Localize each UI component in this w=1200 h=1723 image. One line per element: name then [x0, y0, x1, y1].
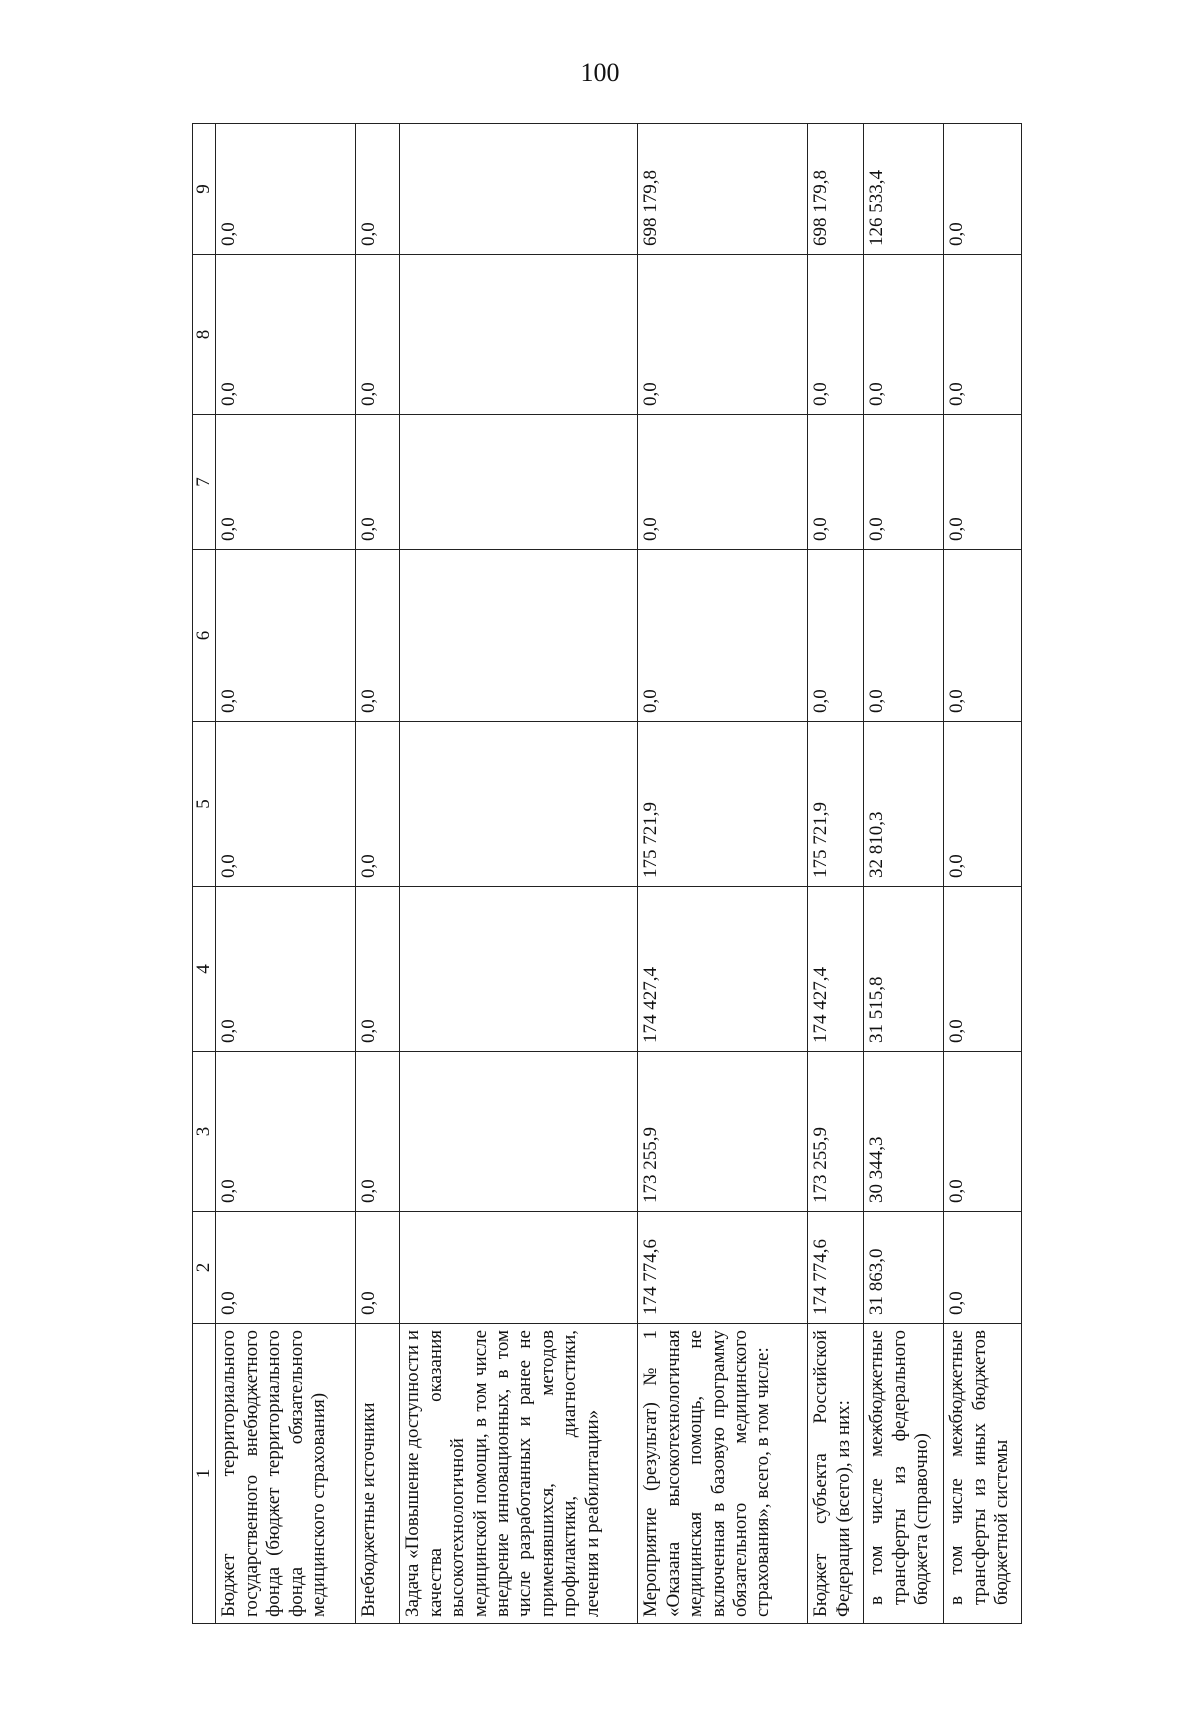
- value-cell: 0,0: [356, 722, 400, 887]
- header-cell: 6: [193, 550, 216, 722]
- value-cell: 0,0: [864, 415, 944, 550]
- value-cell: 0,0: [638, 255, 808, 415]
- value-cell: 0,0: [356, 255, 400, 415]
- page-number: 100: [580, 58, 620, 87]
- value-cell: 0,0: [216, 887, 356, 1052]
- value-cell: 174 774,6: [808, 1212, 864, 1324]
- value-cell: 174 427,4: [638, 887, 808, 1052]
- value-cell: 0,0: [356, 1052, 400, 1212]
- value-cell: 0,0: [944, 1212, 1022, 1324]
- value-cell: 0,0: [216, 722, 356, 887]
- rotated-table-wrapper: [192, 124, 1102, 1624]
- value-cell: 32 810,3: [864, 722, 944, 887]
- table-row: [864, 124, 944, 1624]
- value-cell: 0,0: [944, 722, 1022, 887]
- value-cell: [400, 255, 638, 415]
- value-cell: 0,0: [356, 550, 400, 722]
- value-cell: 30 344,3: [864, 1052, 944, 1212]
- row-label: Бюджет субъекта Российской Федерации (всего), из них:: [808, 1324, 864, 1624]
- value-cell: 0,0: [356, 124, 400, 255]
- value-cell: 0,0: [638, 415, 808, 550]
- header-cell: 3: [193, 1052, 216, 1212]
- table-row: [638, 124, 808, 1624]
- table-row: [400, 124, 638, 1624]
- value-cell: 0,0: [216, 550, 356, 722]
- value-cell: 0,0: [216, 415, 356, 550]
- value-cell: [400, 1212, 638, 1324]
- row-label: Задача «Повышение доступности и качества оказания высокотехнологичной медицинской помощи, в том числе внедрение инновационных, в том числе разработанных и ранее не применявшихся, методов профилактики, диагностики, лечения и реабилитации»: [400, 1324, 638, 1624]
- value-cell: [400, 415, 638, 550]
- header-cell: 1: [193, 1324, 216, 1624]
- value-cell: [400, 887, 638, 1052]
- table-row: [216, 124, 356, 1624]
- value-cell: 0,0: [808, 550, 864, 722]
- header-cell: 2: [193, 1212, 216, 1324]
- value-cell: 0,0: [944, 124, 1022, 255]
- value-cell: 0,0: [216, 1212, 356, 1324]
- table-row: [808, 124, 864, 1624]
- header-cell: 5: [193, 722, 216, 887]
- value-cell: [400, 550, 638, 722]
- row-label: в том числе межбюджетные трансферты из федерального бюджета (справочно): [864, 1324, 944, 1624]
- value-cell: [400, 722, 638, 887]
- value-cell: 0,0: [864, 255, 944, 415]
- value-cell: 0,0: [944, 415, 1022, 550]
- value-cell: 174 427,4: [808, 887, 864, 1052]
- value-cell: 0,0: [216, 255, 356, 415]
- value-cell: 173 255,9: [808, 1052, 864, 1212]
- value-cell: 0,0: [356, 1212, 400, 1324]
- value-cell: 0,0: [638, 550, 808, 722]
- value-cell: 173 255,9: [638, 1052, 808, 1212]
- value-cell: 0,0: [864, 550, 944, 722]
- value-cell: [400, 124, 638, 255]
- value-cell: 0,0: [944, 550, 1022, 722]
- row-label: в том числе межбюджетные трансферты из иных бюджетов бюджетной системы: [944, 1324, 1022, 1624]
- value-cell: 0,0: [944, 255, 1022, 415]
- value-cell: 31 515,8: [864, 887, 944, 1052]
- table-row: [944, 124, 1022, 1624]
- header-row: [193, 124, 216, 1624]
- value-cell: 0,0: [216, 124, 356, 255]
- rotated-table-frame: [192, 124, 1102, 1624]
- value-cell: 0,0: [808, 415, 864, 550]
- value-cell: 174 774,6: [638, 1212, 808, 1324]
- table-row: [356, 124, 400, 1624]
- value-cell: 175 721,9: [638, 722, 808, 887]
- header-cell: 8: [193, 255, 216, 415]
- value-cell: 175 721,9: [808, 722, 864, 887]
- value-cell: 31 863,0: [864, 1212, 944, 1324]
- row-label: Бюджет территориального государственного внебюджетного фонда (бюджет территориального фонда обязательного медицинского страхования): [216, 1324, 356, 1624]
- value-cell: 0,0: [356, 415, 400, 550]
- row-label: Внебюджетные источники: [356, 1324, 400, 1624]
- value-cell: 0,0: [808, 255, 864, 415]
- value-cell: 698 179,8: [808, 124, 864, 255]
- value-cell: 0,0: [944, 1052, 1022, 1212]
- value-cell: 0,0: [356, 887, 400, 1052]
- row-label: Мероприятие (результат) № 1 «Оказана высокотехнологичная медицинская помощь, не включенная в базовую программу обязательного медицинского страхования», всего, в том числе:: [638, 1324, 808, 1624]
- budget-table: [192, 123, 1022, 1624]
- value-cell: 0,0: [944, 887, 1022, 1052]
- value-cell: 126 533,4: [864, 124, 944, 255]
- value-cell: 0,0: [216, 1052, 356, 1212]
- value-cell: [400, 1052, 638, 1212]
- value-cell: 698 179,8: [638, 124, 808, 255]
- header-cell: 9: [193, 124, 216, 255]
- header-cell: 7: [193, 415, 216, 550]
- header-cell: 4: [193, 887, 216, 1052]
